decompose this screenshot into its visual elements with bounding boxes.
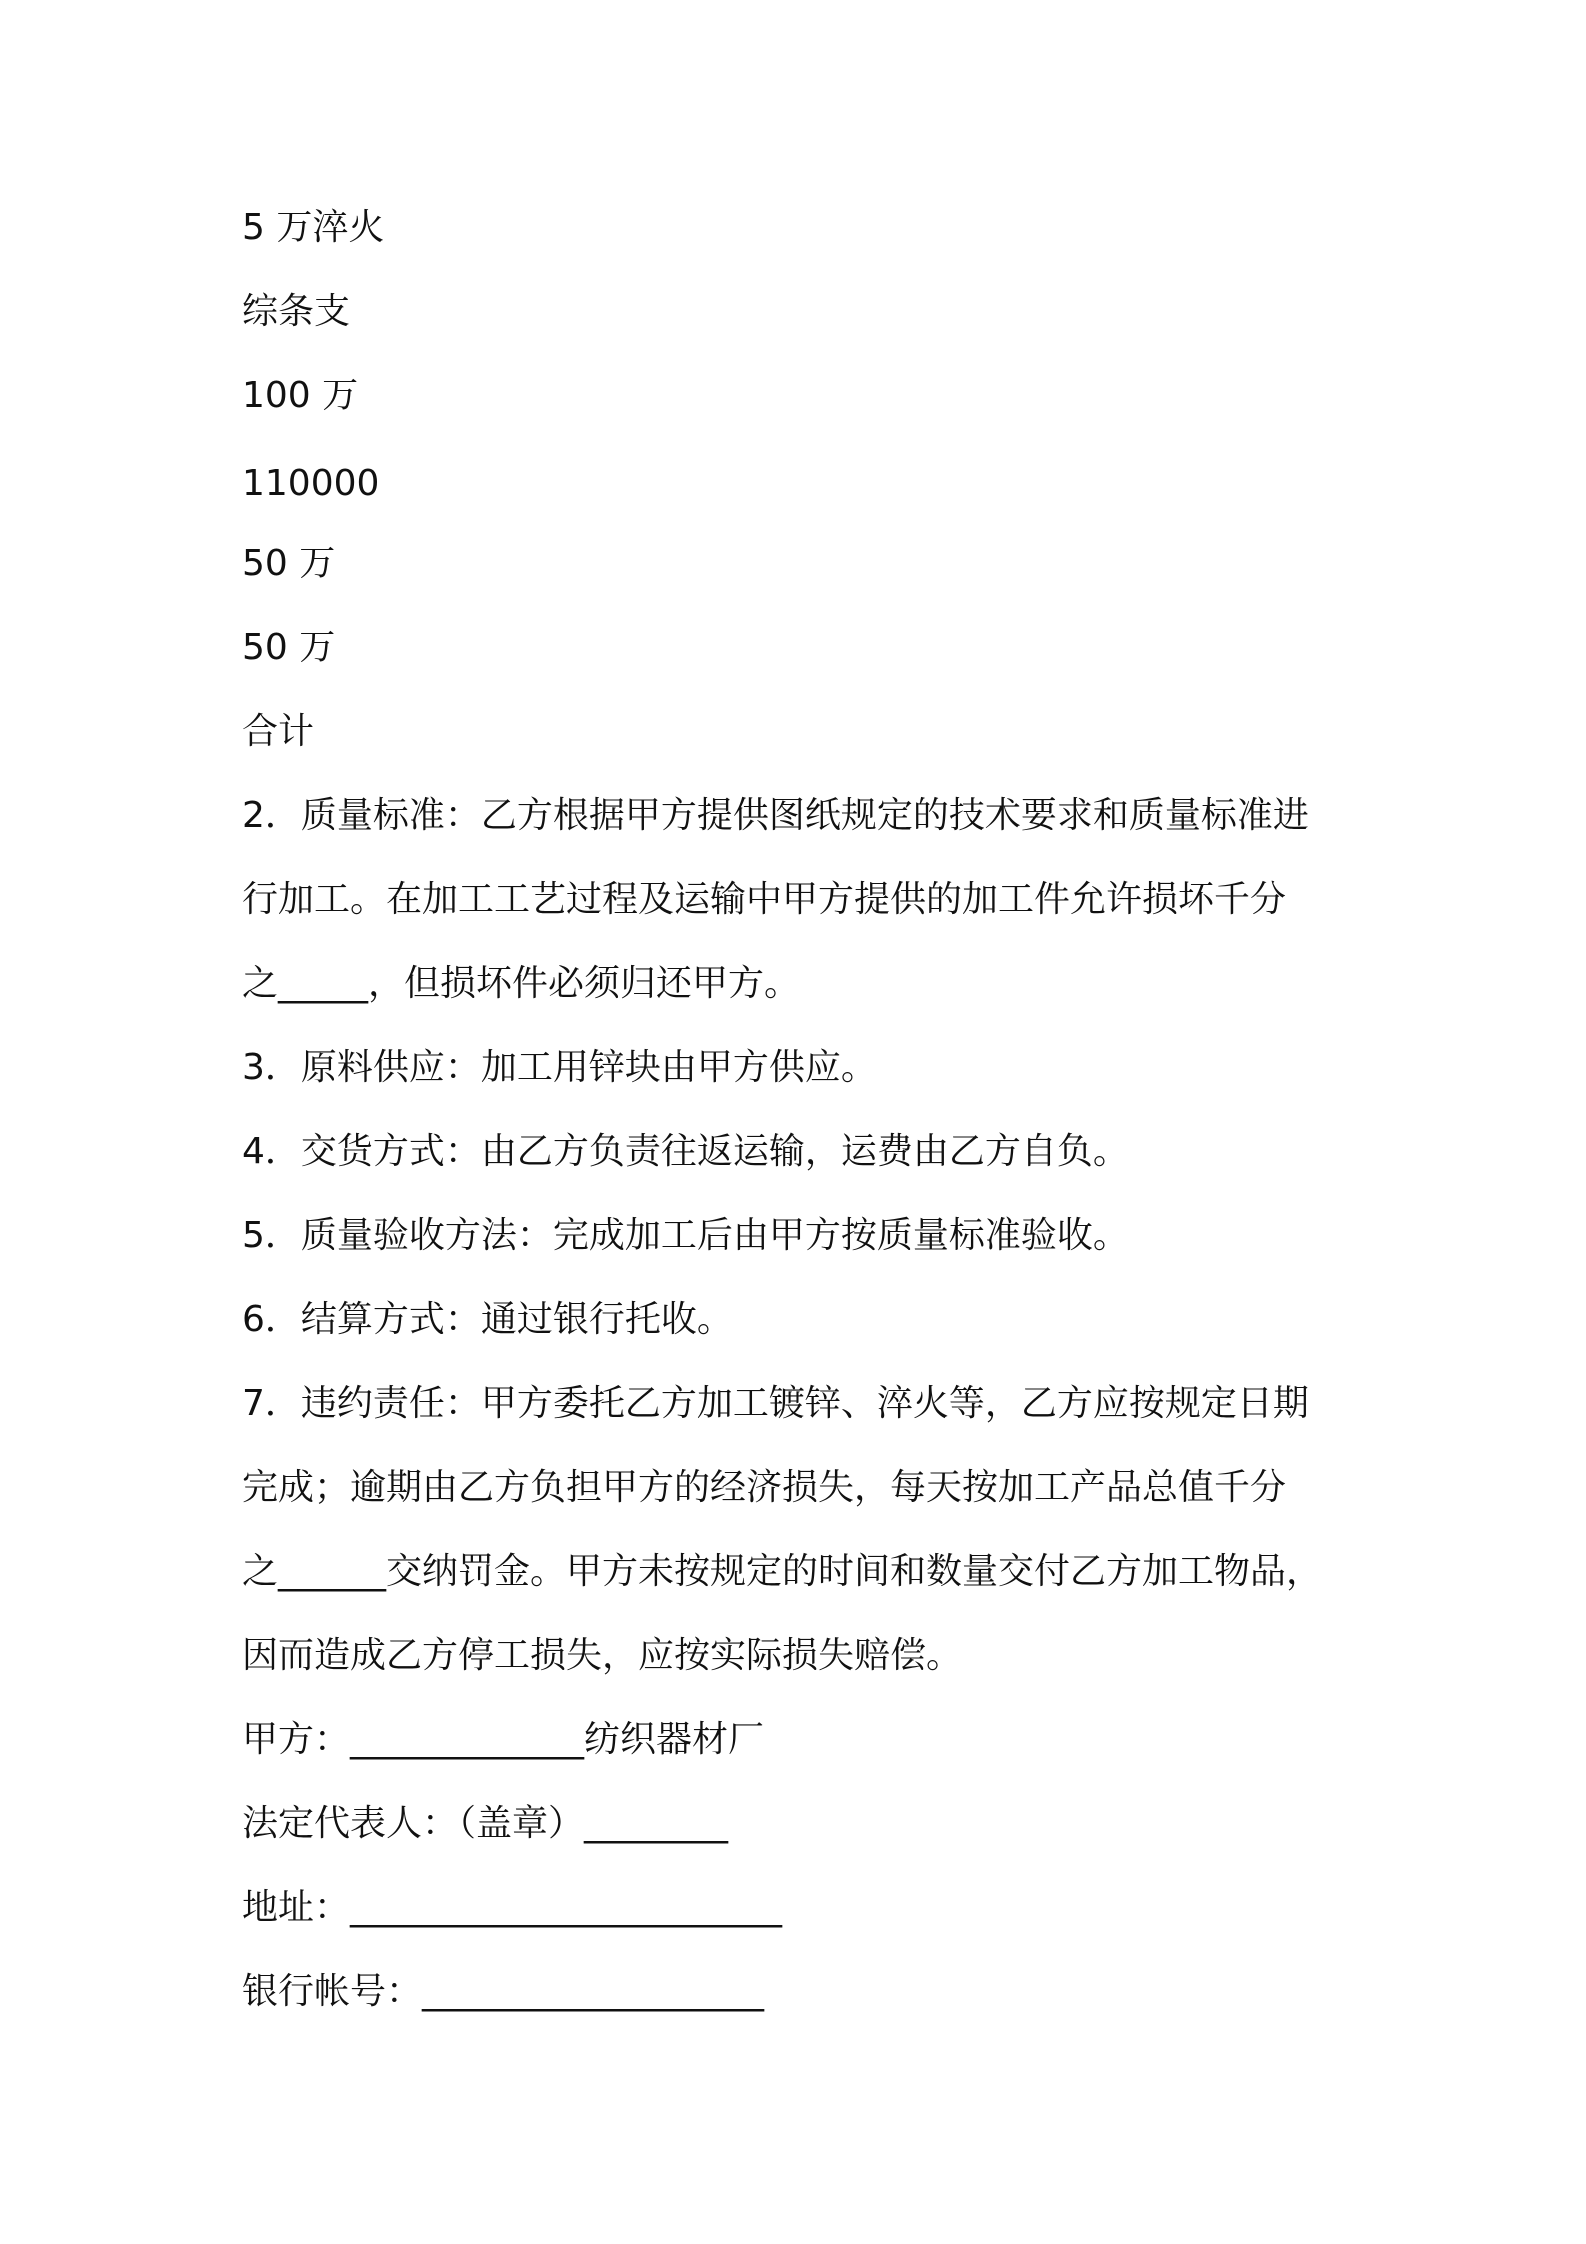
clause-line: 行加工。在加工工艺过程及运输中甲方提供的加工件允许损坏千分 (242, 879, 1287, 920)
clause-line: 完成；逾期由乙方负担甲方的经济损失，每天按加工产品总值千分 (242, 1467, 1287, 1508)
item-line: 综条支 (242, 291, 351, 332)
clause-line: 5．质量验收方法：完成加工后由甲方按质量标准验收。 (242, 1215, 1129, 1256)
clause-line: 3．原料供应：加工用锌块由甲方供应。 (242, 1047, 877, 1088)
item-line: 50 万 (242, 627, 336, 668)
clause-line: 因而造成乙方停工损失，应按实际损失赔偿。 (242, 1635, 963, 1676)
item-line: 110000 (242, 463, 380, 504)
clause-line: 之______交纳罚金。甲方未按规定的时间和数量交付乙方加工物品， (242, 1551, 1323, 1592)
clause-line: 7．违约责任：甲方委托乙方加工镀锌、淬火等，乙方应按规定日期 (242, 1383, 1309, 1424)
clause-line: 2．质量标准：乙方根据甲方提供图纸规定的技术要求和质量标准进 (242, 795, 1309, 836)
clause-line: 4．交货方式：由乙方负责往返运输，运费由乙方自负。 (242, 1131, 1129, 1172)
item-line: 50 万 (242, 543, 336, 584)
signature-address: 地址：________________________ (242, 1887, 783, 1928)
signature-bank-account: 银行帐号：___________________ (242, 1971, 765, 2012)
clause-line: 之_____，但损坏件必须归还甲方。 (242, 963, 801, 1004)
item-line: 100 万 (242, 375, 359, 416)
item-line: 5 万淬火 (242, 207, 385, 248)
clause-line: 6．结算方式：通过银行托收。 (242, 1299, 733, 1340)
item-line: 合计 (242, 711, 315, 752)
signature-legal-rep: 法定代表人：（盖章）________ (242, 1803, 729, 1844)
signature-party-a: 甲方：_____________纺织器材厂 (242, 1719, 765, 1760)
